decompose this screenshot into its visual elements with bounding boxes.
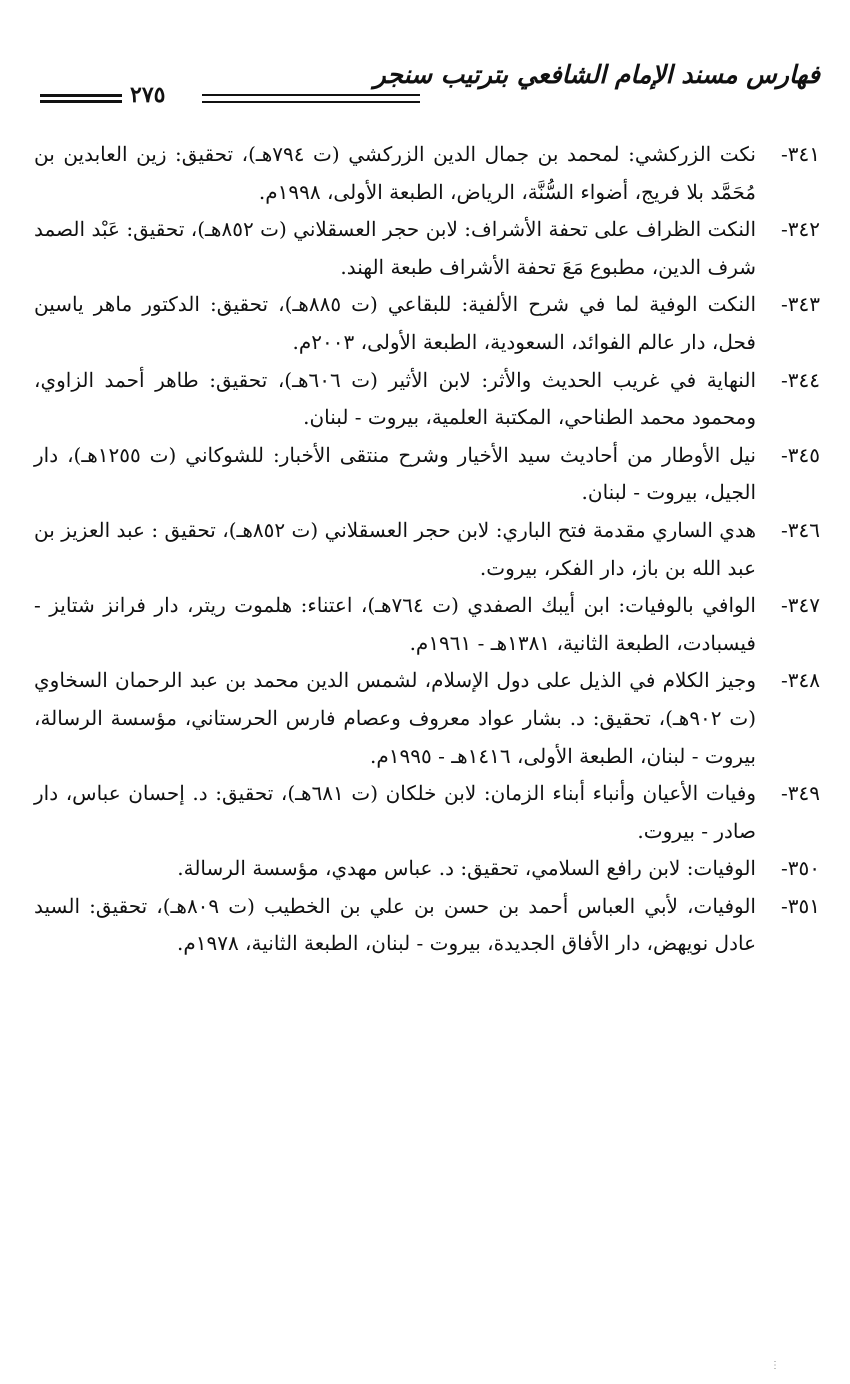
- entry-text: نيل الأوطار من أحاديث سيد الأخيار وشرح منتقى الأخبار: للشوكاني (ت ١٢٥٥هـ)، دار الجيل، بيروت - لبنان.: [34, 442, 756, 505]
- entry-text: وفيات الأعيان وأنباء أبناء الزمان: لابن خلكان (ت ٦٨١هـ)، تحقيق: د. إحسان عباس، دار صادر - بيروت.: [34, 781, 756, 843]
- scan-edge-mark: ⋮: [770, 1360, 780, 1371]
- running-header: [40, 58, 820, 106]
- entry-number: ٣٤٧-: [781, 593, 820, 618]
- entry-number: ٣٤٤-: [781, 367, 820, 392]
- entry-number: ٣٤٦-: [781, 517, 820, 542]
- entry-number: ٣٤٨-: [781, 668, 820, 693]
- bibliography-entry: [34, 662, 820, 775]
- bibliography-entry: [34, 362, 820, 437]
- entry-number: ٣٤٩-: [781, 781, 820, 806]
- entry-text: الوفيات، لأبي العباس أحمد بن حسن بن علي بن الخطيب (ت ٨٠٩هـ)، تحقيق: السيد عادل نويهض، دار الأفاق الجديدة، بيروت - لبنان، الطبعة الثانية، ١٩٧٨م.: [34, 893, 756, 956]
- entry-text: الوافي بالوفيات: ابن أيبك الصفدي (ت ٧٦٤هـ)، اعتناء: هلموت ريتر، دار فرانز شتايز - فيسبادت، الطبعة الثانية، ١٣٨١هـ - ١٩٦١م.: [34, 593, 756, 655]
- bibliography-entry: [34, 850, 820, 888]
- bibliography-entry: [34, 136, 820, 211]
- entry-text: هدي الساري مقدمة فتح الباري: لابن حجر العسقلاني (ت ٨٥٢هـ)، تحقيق : عبد العزيز بن عبد الله بن باز، دار الفكر، بيروت.: [34, 517, 756, 580]
- bibliography-entry: [34, 512, 820, 587]
- bibliography-entry: [34, 587, 820, 662]
- bibliography-entry: [34, 775, 820, 850]
- entry-text: نكت الزركشي: لمحمد بن جمال الدين الزركشي (ت ٧٩٤هـ)، تحقيق: زين العابدين بن مُحَمَّد بلا فريج، أضواء السُّنَّة، الرياض، الطبعة الأولى، ١٩٩٨م.: [34, 142, 756, 204]
- entry-text: النكت الظراف على تحفة الأشراف: لابن حجر العسقلاني (ت ٨٥٢هـ)، تحقيق: عَبْد الصمد شرف الدين، مطبوع مَعَ تحفة الأشراف طبعة الهند.: [34, 217, 757, 279]
- entry-text: الوفيات: لابن رافع السلامي، تحقيق: د. عباس مهدي، مؤسسة الرسالة.: [177, 856, 756, 881]
- entry-number: ٣٤٣-: [781, 292, 820, 317]
- header-left-rule: [40, 94, 122, 103]
- bibliography-entry: [34, 211, 820, 286]
- entry-number: ٣٤٢-: [781, 217, 820, 242]
- bibliography-entry: [34, 437, 820, 512]
- entry-number: ٣٥٠-: [781, 856, 820, 881]
- entry-text: النكت الوفية لما في شرح الألفية: للبقاعي (ت ٨٨٥هـ)، تحقيق: الدكتور ماهر ياسين فحل، دار عالم الفوائد، السعودية، الطبعة الأولى، ٢٠٠٣م.: [34, 292, 757, 354]
- entry-number: ٣٤١-: [781, 142, 820, 166]
- bibliography-entry: [34, 286, 820, 361]
- header-double-rule: [202, 94, 420, 103]
- entry-number: ٣٤٥-: [781, 442, 820, 467]
- entry-text: النهاية في غريب الحديث والأثر: لابن الأثير (ت ٦٠٦هـ)، تحقيق: طاهر أحمد الزاوي، ومحمود محمد الطناحي، المكتبة العلمية، بيروت - لبنان.: [34, 367, 756, 430]
- bibliography-entry: [34, 888, 820, 963]
- entry-number: ٣٥١-: [781, 893, 820, 918]
- entry-text: وجيز الكلام في الذيل على دول الإسلام، لشمس الدين محمد بن عبد الرحمان السخاوي (ت ٩٠٢هـ)، تحقيق: د. بشار عواد معروف وعصام فارس الحرستاني، مؤسسة الرسالة، بيروت - لبنان، الطبعة الأولى، ١٤١٦هـ - ١٩٩٥م.: [34, 668, 756, 768]
- bibliography-list: [34, 136, 820, 963]
- page-number: ٢٧٥: [130, 82, 166, 108]
- running-title: فهارس مسند الإمام الشافعي بترتيب سنجر: [373, 60, 820, 89]
